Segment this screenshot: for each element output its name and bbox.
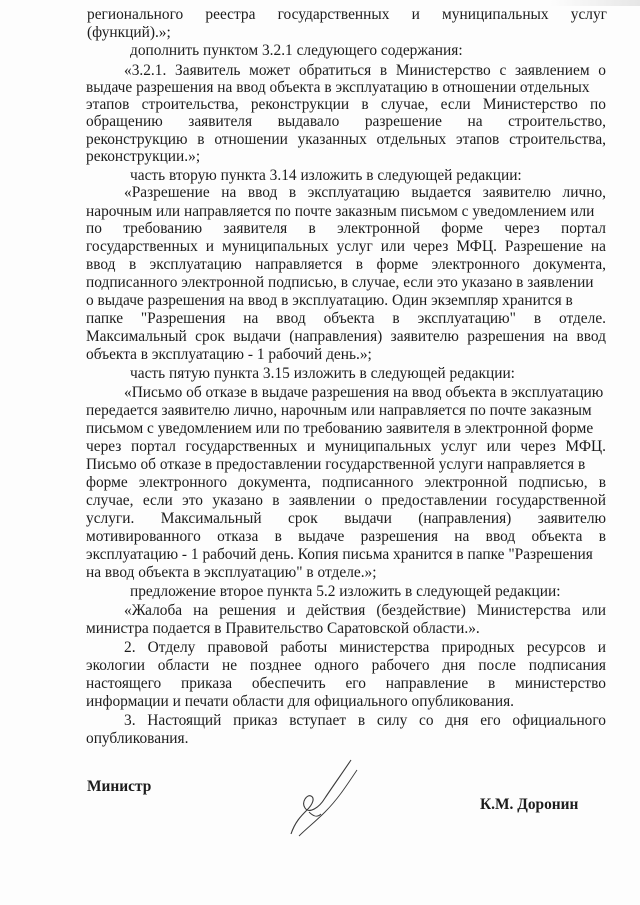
text-line: услуги. Максимальный срок выдачи (направления) заявителю (86, 510, 606, 527)
text-line: часть пятую пункта 3.15 изложить в следующей редакции: (130, 365, 515, 382)
text-line: случае, если это указано в заявлении о предоставлении государственной (86, 492, 606, 509)
text-line: по требованию заявителя в электронной форме через портал (86, 220, 606, 237)
text-line: папке "Разрешения на ввод объекта в эксплуатацию" в отделе. (86, 310, 606, 327)
signer-name: К.М. Доронин (480, 796, 579, 813)
text-line: ввод в эксплуатацию направляется в форме электронного документа, (86, 256, 606, 273)
text-line: эксплуатацию - 1 рабочий день. Копия письма хранится в папке "Разрешения (86, 546, 593, 563)
text-line: предложение второе пункта 5.2 изложить в следующей редакции: (130, 583, 561, 600)
text-line: «Жалоба на решения и действия (бездействие) Министерства или (124, 602, 606, 619)
text-line: передается заявителю лично, нарочным или направляется по почте заказным (86, 402, 592, 419)
text-line: мотивированного отказа в выдаче разрешения на ввод объекта в (86, 528, 606, 545)
text-line: министра подается в Правительство Саратовской области.». (86, 620, 480, 637)
text-line: настоящего приказа обеспечить его направление в министерство (86, 675, 606, 692)
text-line: «Письмо об отказе в выдаче разрешения на ввод объекта в эксплуатацию (124, 384, 604, 401)
signature-position-title: Министр (87, 778, 152, 795)
handwritten-signature (285, 752, 365, 840)
text-line: государственных и муниципальных услуг или через МФЦ. Разрешение на (86, 238, 606, 255)
text-line: информации и печати области для официального опубликования. (86, 693, 515, 710)
text-line: о выдаче разрешения на ввод в эксплуатацию. Один экземпляр хранится в (86, 292, 573, 309)
text-line: (функций).»; (87, 24, 171, 41)
text-line: реконструкции.»; (86, 148, 201, 165)
text-line: часть вторую пункта 3.14 изложить в следующей редакции: (130, 167, 522, 184)
text-line: 3. Настоящий приказ вступает в силу со дня его официального (124, 712, 606, 729)
text-line: 2. Отделу правовой работы министерства природных ресурсов и (124, 639, 606, 656)
text-line: подписанного электронной подписью, в случае, если это указано в заявлении (86, 274, 594, 291)
text-line: Письмо об отказе в предоставлении государственной услуги направляется в (86, 456, 586, 473)
text-line: форме электронного документа, подписанного электронной подписью, в (86, 474, 606, 491)
text-line: «3.2.1. Заявитель может обратиться в Министерство с заявлением о (124, 62, 606, 79)
text-line: обращению заявителя выдавало разрешение на строительство, (86, 113, 606, 130)
text-line: дополнить пунктом 3.2.1 следующего содержания: (130, 42, 463, 59)
text-line: экологии области не позднее одного рабочего дня после подписания (86, 657, 606, 674)
text-line: опубликования. (86, 730, 189, 747)
text-line: выдаче разрешения на ввод объекта в эксплуатацию в отношении отдельных (86, 79, 590, 96)
text-line: на ввод объекта в эксплуатацию" в отделе.»; (86, 564, 377, 581)
text-line: письмом с уведомлением или по требованию заявителя в электронной форме (86, 420, 594, 437)
text-line: Максимальный срок выдачи (направления) заявителю разрешения на ввод (86, 328, 606, 345)
text-line: регионального реестра государственных и муниципальных услуг (87, 6, 607, 23)
text-line: этапов строительства, реконструкции в случае, если Министерство по (86, 96, 606, 113)
text-line: объекта в эксплуатацию - 1 рабочий день.»; (86, 346, 372, 363)
text-line: реконструкцию в отношении указанных отдельных этапов строительства, (86, 131, 606, 148)
text-line: «Разрешение на ввод в эксплуатацию выдается заявителю лично, (124, 184, 606, 201)
text-line: нарочным или направляется по почте заказным письмом с уведомлением или (86, 203, 595, 220)
text-line: через портал государственных и муниципальных услуг или через МФЦ. (86, 438, 606, 455)
